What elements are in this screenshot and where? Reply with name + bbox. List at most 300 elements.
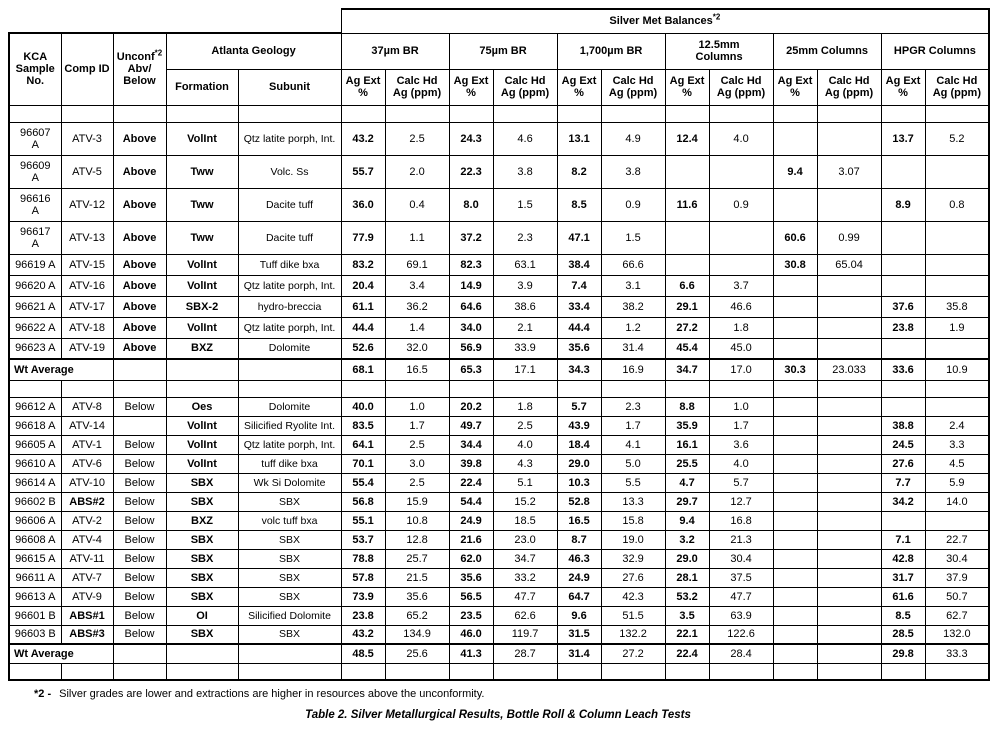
subunit-cell: volc tuff bxa [238, 511, 341, 530]
unconf-cell: Above [113, 221, 166, 254]
ag-ext-value: 9.4 [773, 155, 817, 188]
ag-ext-value [773, 625, 817, 644]
calc-hd-value: 28.4 [709, 644, 773, 663]
sample-row [9, 188, 989, 221]
calc-hd-value [925, 155, 989, 188]
ag-ext-value: 29.0 [665, 549, 709, 568]
spacer-cell [557, 105, 601, 122]
spacer-cell [238, 380, 341, 397]
ag-ext-value: 44.4 [557, 317, 601, 338]
calc-hd-value: 45.0 [709, 338, 773, 359]
calc-hd-value: 3.9 [493, 275, 557, 296]
ag-ext-value: 13.7 [881, 122, 925, 155]
column-group-header: 25mm Columns [773, 33, 881, 69]
calc-hd-value: 62.7 [925, 606, 989, 625]
sample-no-cell: 96602 B [9, 492, 61, 511]
calc-hd-value: 1.7 [385, 416, 449, 435]
spacer-cell [493, 663, 557, 680]
formation-cell: VolInt [166, 435, 238, 454]
spacer-cell [238, 663, 341, 680]
ag-ext-value: 24.9 [449, 511, 493, 530]
sample-row [9, 155, 989, 188]
spacer-cell [817, 105, 881, 122]
calc-hd-value: 132.2 [601, 625, 665, 644]
ag-ext-value: 41.3 [449, 644, 493, 663]
formation-cell: SBX [166, 530, 238, 549]
spacer-cell [881, 663, 925, 680]
spacer-cell [773, 105, 817, 122]
calc-hd-value: 4.0 [709, 454, 773, 473]
comp-id-cell: ATV-10 [61, 473, 113, 492]
calc-hd-value: 4.0 [493, 435, 557, 454]
calc-hd-value: 3.4 [385, 275, 449, 296]
unconf-cell: Above [113, 188, 166, 221]
ag-ext-value: 61.6 [881, 587, 925, 606]
calc-hd-value: 46.6 [709, 296, 773, 317]
calc-hd-value: 12.8 [385, 530, 449, 549]
spacer-cell [385, 105, 449, 122]
spacer-cell [925, 380, 989, 397]
silver-met-balances-footnote-ref: *2 [712, 12, 721, 22]
sample-no-cell: 96610 A [9, 454, 61, 473]
formation-cell: VolInt [166, 275, 238, 296]
calc-hd-value: 23.0 [493, 530, 557, 549]
spacer-cell [9, 105, 61, 122]
calc-hd-value [817, 549, 881, 568]
calc-hd-header: Calc Hd Ag (ppm) [385, 69, 449, 105]
unconf-footnote-ref: *2 [154, 48, 163, 58]
ag-ext-value: 56.8 [341, 492, 385, 511]
column-group-header: 12.5mm Columns [665, 33, 773, 69]
calc-hd-value [817, 122, 881, 155]
calc-hd-value: 5.2 [925, 122, 989, 155]
calc-hd-value: 1.2 [601, 317, 665, 338]
spacer-cell [709, 105, 773, 122]
formation-cell: SBX [166, 587, 238, 606]
unconformity-header [113, 33, 166, 105]
spacer-cell [709, 663, 773, 680]
sample-no-cell: 96609 A [9, 155, 61, 188]
calc-hd-value: 0.99 [817, 221, 881, 254]
subunit-cell: SBX [238, 625, 341, 644]
calc-hd-value: 37.5 [709, 568, 773, 587]
calc-hd-value: 0.9 [709, 188, 773, 221]
ag-ext-value [773, 473, 817, 492]
calc-hd-value: 33.3 [925, 644, 989, 663]
comp-id-cell: ATV-3 [61, 122, 113, 155]
ag-ext-value [773, 188, 817, 221]
ag-ext-pct-header: Ag Ext % [557, 69, 601, 105]
ag-ext-value: 8.5 [557, 188, 601, 221]
formation-cell: BXZ [166, 338, 238, 359]
ag-ext-value: 24.3 [449, 122, 493, 155]
calc-hd-value [925, 275, 989, 296]
unconf-cell: Below [113, 473, 166, 492]
calc-hd-value: 33.9 [493, 338, 557, 359]
ag-ext-value [665, 155, 709, 188]
group-header-row [9, 33, 989, 69]
ag-ext-value: 45.4 [665, 338, 709, 359]
ag-ext-pct-header: Ag Ext % [773, 69, 817, 105]
ag-ext-value: 29.7 [665, 492, 709, 511]
calc-hd-value [817, 317, 881, 338]
ag-ext-value [773, 492, 817, 511]
comp-id-cell: ATV-7 [61, 568, 113, 587]
comp-id-cell: ATV-9 [61, 587, 113, 606]
ag-ext-value [773, 606, 817, 625]
calc-hd-value: 1.8 [709, 317, 773, 338]
calc-hd-value [817, 530, 881, 549]
calc-hd-value: 0.9 [601, 188, 665, 221]
ag-ext-value: 83.2 [341, 254, 385, 275]
ag-ext-value: 8.8 [665, 397, 709, 416]
ag-ext-value: 22.4 [449, 473, 493, 492]
ag-ext-value: 82.3 [449, 254, 493, 275]
spacer-cell [9, 380, 61, 397]
subunit-cell: Qtz latite porph, Int. [238, 317, 341, 338]
ag-ext-value: 35.9 [665, 416, 709, 435]
comp-id-cell: ABS#2 [61, 492, 113, 511]
calc-hd-value: 1.0 [385, 397, 449, 416]
calc-hd-value: 4.6 [493, 122, 557, 155]
calc-hd-value: 13.3 [601, 492, 665, 511]
calc-hd-value: 25.7 [385, 549, 449, 568]
spacer-cell [601, 380, 665, 397]
ag-ext-value: 46.0 [449, 625, 493, 644]
calc-hd-value: 16.8 [709, 511, 773, 530]
comp-id-cell: ATV-1 [61, 435, 113, 454]
footnote-text: Silver grades are lower and extractions are higher in resources above the unconformity. [59, 688, 485, 700]
calc-hd-value: 33.2 [493, 568, 557, 587]
calc-hd-value: 30.4 [925, 549, 989, 568]
calc-hd-value [817, 454, 881, 473]
ag-ext-value: 8.7 [557, 530, 601, 549]
ag-ext-value: 36.0 [341, 188, 385, 221]
unconf-cell: Below [113, 454, 166, 473]
calc-hd-value: 47.7 [493, 587, 557, 606]
sample-row [9, 454, 989, 473]
unconf-cell [113, 359, 166, 380]
wt-average-row [9, 644, 989, 663]
comp-id-cell: ATV-2 [61, 511, 113, 530]
sample-row [9, 549, 989, 568]
ag-ext-value [881, 397, 925, 416]
sample-no-cell: 96611 A [9, 568, 61, 587]
ag-ext-value [773, 587, 817, 606]
ag-ext-value: 37.6 [881, 296, 925, 317]
ag-ext-value [881, 254, 925, 275]
calc-hd-value: 16.5 [385, 359, 449, 380]
calc-hd-value: 25.6 [385, 644, 449, 663]
ag-ext-value [773, 416, 817, 435]
calc-hd-value: 3.1 [601, 275, 665, 296]
sample-row [9, 606, 989, 625]
ag-ext-value: 30.3 [773, 359, 817, 380]
formation-cell: SBX [166, 568, 238, 587]
calc-hd-value: 65.2 [385, 606, 449, 625]
calc-hd-value [925, 254, 989, 275]
ag-ext-value: 9.4 [665, 511, 709, 530]
ag-ext-value [881, 511, 925, 530]
calc-hd-value: 5.1 [493, 473, 557, 492]
ag-ext-value: 60.6 [773, 221, 817, 254]
ag-ext-value: 24.9 [557, 568, 601, 587]
spacer-cell [341, 663, 385, 680]
calc-hd-value [925, 338, 989, 359]
calc-hd-value [709, 254, 773, 275]
ag-ext-value: 38.4 [557, 254, 601, 275]
spacer-cell [557, 663, 601, 680]
sample-no-cell: 96612 A [9, 397, 61, 416]
formation-header: Formation [166, 69, 238, 105]
spacer-cell [449, 663, 493, 680]
ag-ext-value: 29.8 [881, 644, 925, 663]
ag-ext-value: 65.3 [449, 359, 493, 380]
wt-average-label: Wt Average [9, 644, 113, 663]
spacer-cell [61, 380, 113, 397]
calc-hd-value [709, 221, 773, 254]
subunit-cell: Silicified Ryolite Int. [238, 416, 341, 435]
ag-ext-value: 23.8 [341, 606, 385, 625]
spacer-cell [817, 663, 881, 680]
calc-hd-value: 27.6 [601, 568, 665, 587]
formation-cell: VolInt [166, 122, 238, 155]
calc-hd-value: 42.3 [601, 587, 665, 606]
unconf-cell: Above [113, 155, 166, 188]
formation-cell [166, 644, 238, 663]
calc-hd-value: 0.8 [925, 188, 989, 221]
formation-cell: VolInt [166, 454, 238, 473]
ag-ext-value: 70.1 [341, 454, 385, 473]
calc-hd-value [817, 435, 881, 454]
ag-ext-value [773, 317, 817, 338]
ag-ext-value: 39.8 [449, 454, 493, 473]
spacer-cell [166, 380, 238, 397]
ag-ext-value [881, 155, 925, 188]
calc-hd-value: 1.5 [601, 221, 665, 254]
sample-row [9, 317, 989, 338]
calc-hd-value: 4.9 [601, 122, 665, 155]
calc-hd-value [817, 397, 881, 416]
subunit-cell: SBX [238, 549, 341, 568]
sample-no-cell: 96618 A [9, 416, 61, 435]
ag-ext-value: 38.8 [881, 416, 925, 435]
calc-hd-value: 1.0 [709, 397, 773, 416]
ag-ext-value: 11.6 [665, 188, 709, 221]
spacer-cell [449, 380, 493, 397]
sample-no-cell: 96605 A [9, 435, 61, 454]
ag-ext-value: 5.7 [557, 397, 601, 416]
spacer-cell [341, 105, 385, 122]
ag-ext-value: 31.7 [881, 568, 925, 587]
calc-hd-value: 1.5 [493, 188, 557, 221]
ag-ext-value: 55.7 [341, 155, 385, 188]
ag-ext-value: 34.0 [449, 317, 493, 338]
ag-ext-value [773, 122, 817, 155]
subunit-cell: Dolomite [238, 338, 341, 359]
calc-hd-value: 15.9 [385, 492, 449, 511]
ag-ext-value: 9.6 [557, 606, 601, 625]
unconf-cell: Above [113, 296, 166, 317]
calc-hd-value: 119.7 [493, 625, 557, 644]
ag-ext-value: 56.5 [449, 587, 493, 606]
subunit-header: Subunit [238, 69, 341, 105]
calc-hd-value: 66.6 [601, 254, 665, 275]
formation-cell: SBX [166, 549, 238, 568]
unconf-cell: Above [113, 317, 166, 338]
atlanta-geology-header: Atlanta Geology [166, 33, 341, 69]
ag-ext-value: 37.2 [449, 221, 493, 254]
ag-ext-value: 77.9 [341, 221, 385, 254]
sample-row [9, 435, 989, 454]
calc-hd-value: 62.6 [493, 606, 557, 625]
sample-no-cell: 96616 A [9, 188, 61, 221]
subunit-cell: Wk Si Dolomite [238, 473, 341, 492]
spacer-cell [238, 105, 341, 122]
ag-ext-value: 64.7 [557, 587, 601, 606]
calc-hd-value: 12.7 [709, 492, 773, 511]
calc-hd-value: 2.5 [385, 473, 449, 492]
ag-ext-value: 13.1 [557, 122, 601, 155]
unconf-cell: Above [113, 122, 166, 155]
sample-no-cell: 96617 A [9, 221, 61, 254]
ag-ext-value: 31.4 [557, 644, 601, 663]
subunit-cell: Qtz latite porph, Int. [238, 275, 341, 296]
calc-hd-value [925, 511, 989, 530]
formation-cell: VolInt [166, 254, 238, 275]
calc-hd-value: 2.3 [493, 221, 557, 254]
comp-id-cell: ATV-11 [61, 549, 113, 568]
calc-hd-value: 18.5 [493, 511, 557, 530]
spacer-cell [493, 105, 557, 122]
ag-ext-value [773, 568, 817, 587]
subunit-cell: SBX [238, 587, 341, 606]
ag-ext-value: 43.2 [341, 625, 385, 644]
calc-hd-value: 47.7 [709, 587, 773, 606]
spacer-cell [773, 380, 817, 397]
comp-id-cell: ATV-18 [61, 317, 113, 338]
unconf-cell: Below [113, 397, 166, 416]
ag-ext-value: 25.5 [665, 454, 709, 473]
unconf-cell: Below [113, 511, 166, 530]
spacer-cell [925, 663, 989, 680]
ag-ext-value: 28.5 [881, 625, 925, 644]
spacer-cell [61, 105, 113, 122]
footnote [34, 688, 1000, 700]
calc-hd-value: 2.5 [385, 122, 449, 155]
calc-hd-header: Calc Hd Ag (ppm) [817, 69, 881, 105]
sample-no-cell: 96615 A [9, 549, 61, 568]
sample-row [9, 397, 989, 416]
formation-cell: Oes [166, 397, 238, 416]
ag-ext-pct-header: Ag Ext % [665, 69, 709, 105]
ag-ext-value [773, 338, 817, 359]
ag-ext-value: 27.2 [665, 317, 709, 338]
comp-id-cell: ATV-4 [61, 530, 113, 549]
calc-hd-value: 5.7 [709, 473, 773, 492]
calc-hd-value [709, 155, 773, 188]
unconf-cell: Below [113, 587, 166, 606]
ag-ext-value: 3.2 [665, 530, 709, 549]
subunit-cell: Dolomite [238, 397, 341, 416]
table-caption: Table 2. Silver Metallurgical Results, Bottle Roll & Column Leach Tests [305, 709, 691, 721]
ag-ext-value: 78.8 [341, 549, 385, 568]
calc-hd-value: 4.0 [709, 122, 773, 155]
comp-id-cell: ATV-13 [61, 221, 113, 254]
calc-hd-value: 69.1 [385, 254, 449, 275]
unconf-cell [113, 416, 166, 435]
spacer-cell [61, 663, 113, 680]
spacer-cell [113, 105, 166, 122]
comp-id-cell: ABS#3 [61, 625, 113, 644]
spacer-cell [709, 380, 773, 397]
unconf-cell: Below [113, 530, 166, 549]
calc-hd-value: 10.9 [925, 359, 989, 380]
comp-id-cell: ATV-6 [61, 454, 113, 473]
unconf-cell: Above [113, 338, 166, 359]
ag-ext-value: 62.0 [449, 549, 493, 568]
calc-hd-value: 38.6 [493, 296, 557, 317]
calc-hd-value: 31.4 [601, 338, 665, 359]
sample-no-cell: 96608 A [9, 530, 61, 549]
ag-ext-value: 34.3 [557, 359, 601, 380]
ag-ext-value [773, 530, 817, 549]
sample-no-cell: 96606 A [9, 511, 61, 530]
subunit-cell [238, 644, 341, 663]
spacer-cell [449, 105, 493, 122]
calc-hd-value: 27.2 [601, 644, 665, 663]
calc-hd-value: 1.7 [601, 416, 665, 435]
calc-hd-value [817, 296, 881, 317]
formation-cell: Tww [166, 188, 238, 221]
ag-ext-value: 64.1 [341, 435, 385, 454]
ag-ext-value: 8.0 [449, 188, 493, 221]
calc-hd-value [817, 606, 881, 625]
subunit-cell: SBX [238, 492, 341, 511]
calc-hd-value: 3.6 [709, 435, 773, 454]
ag-ext-value: 8.2 [557, 155, 601, 188]
sample-row [9, 625, 989, 644]
unconf-cell: Below [113, 625, 166, 644]
calc-hd-value: 5.5 [601, 473, 665, 492]
formation-cell: VolInt [166, 317, 238, 338]
calc-hd-header: Calc Hd Ag (ppm) [601, 69, 665, 105]
comp-id-cell: ATV-12 [61, 188, 113, 221]
ag-ext-value [773, 435, 817, 454]
sample-no-cell: 96613 A [9, 587, 61, 606]
calc-hd-value: 3.7 [709, 275, 773, 296]
subunit-cell: SBX [238, 530, 341, 549]
ag-ext-value: 7.1 [881, 530, 925, 549]
sample-row [9, 492, 989, 511]
ag-ext-value: 43.2 [341, 122, 385, 155]
ag-ext-value [773, 511, 817, 530]
silver-met-balances-table [8, 8, 990, 681]
ag-ext-value: 7.7 [881, 473, 925, 492]
ag-ext-value: 55.1 [341, 511, 385, 530]
spacer-cell [341, 380, 385, 397]
formation-cell: BXZ [166, 511, 238, 530]
spacer-cell [166, 105, 238, 122]
calc-hd-header: Calc Hd Ag (ppm) [925, 69, 989, 105]
calc-hd-value: 15.2 [493, 492, 557, 511]
calc-hd-value: 1.7 [709, 416, 773, 435]
comp-id-cell: ATV-8 [61, 397, 113, 416]
wt-average-row [9, 359, 989, 380]
ag-ext-value: 34.4 [449, 435, 493, 454]
calc-hd-value: 51.5 [601, 606, 665, 625]
subunit-cell [238, 359, 341, 380]
